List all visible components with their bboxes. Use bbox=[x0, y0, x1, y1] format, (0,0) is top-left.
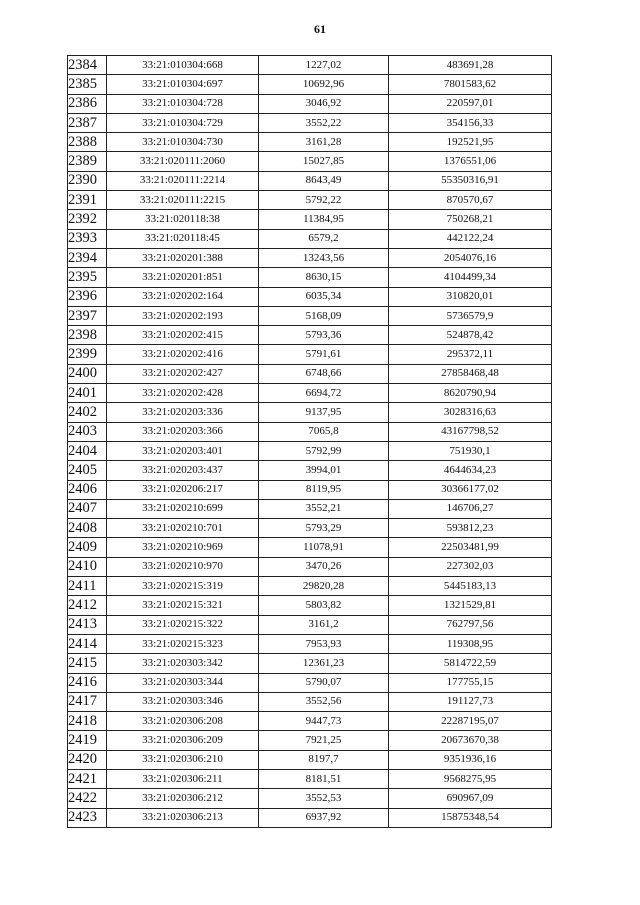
cadastral-number: 33:21:020202:427 bbox=[107, 364, 259, 383]
cadastral-number: 33:21:020306:212 bbox=[107, 789, 259, 808]
table-row bbox=[68, 596, 552, 615]
row-number: 2421 bbox=[68, 769, 107, 788]
cadastral-number: 33:21:020210:970 bbox=[107, 557, 259, 576]
cadastral-value: 227302,03 bbox=[389, 557, 552, 576]
area-value: 3161,28 bbox=[259, 133, 389, 152]
row-number: 2406 bbox=[68, 480, 107, 499]
table-row bbox=[68, 133, 552, 152]
row-number: 2395 bbox=[68, 268, 107, 287]
row-number: 2391 bbox=[68, 191, 107, 210]
row-number: 2401 bbox=[68, 384, 107, 403]
area-value: 8119,95 bbox=[259, 480, 389, 499]
table-row bbox=[68, 229, 552, 248]
row-number: 2411 bbox=[68, 577, 107, 596]
row-number: 2387 bbox=[68, 113, 107, 132]
cadastral-number: 33:21:020210:699 bbox=[107, 499, 259, 518]
cadastral-value: 593812,23 bbox=[389, 519, 552, 538]
area-value: 3552,56 bbox=[259, 692, 389, 711]
cadastral-number: 33:21:020202:415 bbox=[107, 326, 259, 345]
cadastral-value: 870570,67 bbox=[389, 191, 552, 210]
row-number: 2393 bbox=[68, 229, 107, 248]
cadastral-number: 33:21:020306:213 bbox=[107, 808, 259, 827]
table-row bbox=[68, 808, 552, 827]
cadastral-number: 33:21:020111:2060 bbox=[107, 152, 259, 171]
cadastral-value: 3028316,63 bbox=[389, 403, 552, 422]
row-number: 2423 bbox=[68, 808, 107, 827]
cadastral-number: 33:21:010304:729 bbox=[107, 113, 259, 132]
cadastral-number: 33:21:020215:321 bbox=[107, 596, 259, 615]
cadastral-number: 33:21:020215:319 bbox=[107, 577, 259, 596]
cadastral-number: 33:21:020306:209 bbox=[107, 731, 259, 750]
cadastral-value: 690967,09 bbox=[389, 789, 552, 808]
table-row bbox=[68, 557, 552, 576]
cadastral-value: 27858468,48 bbox=[389, 364, 552, 383]
table-row bbox=[68, 769, 552, 788]
table-row bbox=[68, 441, 552, 460]
table-row bbox=[68, 384, 552, 403]
cadastral-value: 7801583,62 bbox=[389, 75, 552, 94]
cadastral-number: 33:21:020303:344 bbox=[107, 673, 259, 692]
table-body bbox=[68, 56, 552, 828]
cadastral-value: 22503481,99 bbox=[389, 538, 552, 557]
area-value: 5791,61 bbox=[259, 345, 389, 364]
row-number: 2415 bbox=[68, 654, 107, 673]
row-number: 2403 bbox=[68, 422, 107, 441]
cadastral-value: 295372,11 bbox=[389, 345, 552, 364]
cadastral-number: 33:21:020111:2215 bbox=[107, 191, 259, 210]
cadastral-number: 33:21:020202:164 bbox=[107, 287, 259, 306]
table-row bbox=[68, 461, 552, 480]
cadastral-number: 33:21:020303:342 bbox=[107, 654, 259, 673]
cadastral-value: 177755,15 bbox=[389, 673, 552, 692]
table-row bbox=[68, 287, 552, 306]
row-number: 2412 bbox=[68, 596, 107, 615]
row-number: 2386 bbox=[68, 94, 107, 113]
row-number: 2404 bbox=[68, 441, 107, 460]
area-value: 12361,23 bbox=[259, 654, 389, 673]
row-number: 2396 bbox=[68, 287, 107, 306]
row-number: 2414 bbox=[68, 634, 107, 653]
area-value: 6694,72 bbox=[259, 384, 389, 403]
area-value: 3552,21 bbox=[259, 499, 389, 518]
area-value: 10692,96 bbox=[259, 75, 389, 94]
cadastral-value: 4644634,23 bbox=[389, 461, 552, 480]
page-number: 61 bbox=[314, 22, 326, 36]
area-value: 9447,73 bbox=[259, 712, 389, 731]
cadastral-value: 43167798,52 bbox=[389, 422, 552, 441]
area-value: 15027,85 bbox=[259, 152, 389, 171]
cadastral-number: 33:21:020306:210 bbox=[107, 750, 259, 769]
cadastral-number: 33:21:020202:416 bbox=[107, 345, 259, 364]
cadastral-value: 750268,21 bbox=[389, 210, 552, 229]
row-number: 2405 bbox=[68, 461, 107, 480]
cadastral-number: 33:21:020202:193 bbox=[107, 306, 259, 325]
area-value: 3046,92 bbox=[259, 94, 389, 113]
row-number: 2400 bbox=[68, 364, 107, 383]
cadastral-value: 9351936,16 bbox=[389, 750, 552, 769]
cadastral-number: 33:21:020201:388 bbox=[107, 248, 259, 267]
area-value: 5792,99 bbox=[259, 441, 389, 460]
cadastral-value: 192521,95 bbox=[389, 133, 552, 152]
table-row bbox=[68, 692, 552, 711]
row-number: 2408 bbox=[68, 519, 107, 538]
cadastral-value: 9568275,95 bbox=[389, 769, 552, 788]
row-number: 2417 bbox=[68, 692, 107, 711]
cadastral-number: 33:21:020306:211 bbox=[107, 769, 259, 788]
area-value: 3470,26 bbox=[259, 557, 389, 576]
area-value: 8630,15 bbox=[259, 268, 389, 287]
table-row bbox=[68, 654, 552, 673]
cadastral-number: 33:21:020203:437 bbox=[107, 461, 259, 480]
area-value: 5792,22 bbox=[259, 191, 389, 210]
table-row bbox=[68, 731, 552, 750]
row-number: 2399 bbox=[68, 345, 107, 364]
cadastral-number: 33:21:020210:701 bbox=[107, 519, 259, 538]
cadastral-number: 33:21:010304:697 bbox=[107, 75, 259, 94]
table-row bbox=[68, 268, 552, 287]
area-value: 11384,95 bbox=[259, 210, 389, 229]
table-row bbox=[68, 345, 552, 364]
cadastral-number: 33:21:020203:336 bbox=[107, 403, 259, 422]
cadastral-value: 22287195,07 bbox=[389, 712, 552, 731]
cadastral-number: 33:21:020202:428 bbox=[107, 384, 259, 403]
row-number: 2413 bbox=[68, 615, 107, 634]
cadastral-number: 33:21:020303:346 bbox=[107, 692, 259, 711]
table-row bbox=[68, 750, 552, 769]
table-row bbox=[68, 577, 552, 596]
table-row bbox=[68, 75, 552, 94]
cadastral-number: 33:21:010304:668 bbox=[107, 56, 259, 75]
cadastral-value: 191127,73 bbox=[389, 692, 552, 711]
table-row bbox=[68, 499, 552, 518]
table-row bbox=[68, 403, 552, 422]
cadastral-value: 119308,95 bbox=[389, 634, 552, 653]
row-number: 2409 bbox=[68, 538, 107, 557]
area-value: 5790,07 bbox=[259, 673, 389, 692]
registry-table bbox=[67, 55, 552, 828]
cadastral-number: 33:21:020201:851 bbox=[107, 268, 259, 287]
table-row bbox=[68, 94, 552, 113]
area-value: 8181,51 bbox=[259, 769, 389, 788]
row-number: 2394 bbox=[68, 248, 107, 267]
cadastral-value: 20673670,38 bbox=[389, 731, 552, 750]
area-value: 6035,34 bbox=[259, 287, 389, 306]
table-row bbox=[68, 673, 552, 692]
cadastral-value: 751930,1 bbox=[389, 441, 552, 460]
area-value: 8197,7 bbox=[259, 750, 389, 769]
cadastral-value: 5736579,9 bbox=[389, 306, 552, 325]
cadastral-value: 30366177,02 bbox=[389, 480, 552, 499]
table-row bbox=[68, 538, 552, 557]
area-value: 6579,2 bbox=[259, 229, 389, 248]
area-value: 3552,53 bbox=[259, 789, 389, 808]
area-value: 5168,09 bbox=[259, 306, 389, 325]
area-value: 29820,28 bbox=[259, 577, 389, 596]
area-value: 3161,2 bbox=[259, 615, 389, 634]
area-value: 3552,22 bbox=[259, 113, 389, 132]
row-number: 2384 bbox=[68, 56, 107, 75]
area-value: 11078,91 bbox=[259, 538, 389, 557]
row-number: 2402 bbox=[68, 403, 107, 422]
table-row bbox=[68, 248, 552, 267]
area-value: 6937,92 bbox=[259, 808, 389, 827]
area-value: 9137,95 bbox=[259, 403, 389, 422]
cadastral-number: 33:21:020306:208 bbox=[107, 712, 259, 731]
table-row bbox=[68, 306, 552, 325]
cadastral-number: 33:21:020111:2214 bbox=[107, 171, 259, 190]
cadastral-value: 2054076,16 bbox=[389, 248, 552, 267]
cadastral-value: 310820,01 bbox=[389, 287, 552, 306]
row-number: 2388 bbox=[68, 133, 107, 152]
cadastral-number: 33:21:010304:728 bbox=[107, 94, 259, 113]
area-value: 1227,02 bbox=[259, 56, 389, 75]
cadastral-value: 146706,27 bbox=[389, 499, 552, 518]
area-value: 5793,29 bbox=[259, 519, 389, 538]
area-value: 7065,8 bbox=[259, 422, 389, 441]
cadastral-value: 15875348,54 bbox=[389, 808, 552, 827]
row-number: 2398 bbox=[68, 326, 107, 345]
table-row bbox=[68, 364, 552, 383]
cadastral-value: 220597,01 bbox=[389, 94, 552, 113]
cadastral-value: 524878,42 bbox=[389, 326, 552, 345]
area-value: 7921,25 bbox=[259, 731, 389, 750]
cadastral-value: 8620790,94 bbox=[389, 384, 552, 403]
table-row bbox=[68, 519, 552, 538]
table-row bbox=[68, 712, 552, 731]
row-number: 2418 bbox=[68, 712, 107, 731]
cadastral-value: 762797,56 bbox=[389, 615, 552, 634]
row-number: 2416 bbox=[68, 673, 107, 692]
area-value: 13243,56 bbox=[259, 248, 389, 267]
cadastral-number: 33:21:020210:969 bbox=[107, 538, 259, 557]
cadastral-value: 483691,28 bbox=[389, 56, 552, 75]
area-value: 6748,66 bbox=[259, 364, 389, 383]
table-row bbox=[68, 152, 552, 171]
row-number: 2407 bbox=[68, 499, 107, 518]
table-row bbox=[68, 615, 552, 634]
cadastral-number: 33:21:020203:366 bbox=[107, 422, 259, 441]
table-row bbox=[68, 480, 552, 499]
row-number: 2392 bbox=[68, 210, 107, 229]
cadastral-value: 55350316,91 bbox=[389, 171, 552, 190]
table-row bbox=[68, 171, 552, 190]
cadastral-value: 1321529,81 bbox=[389, 596, 552, 615]
row-number: 2397 bbox=[68, 306, 107, 325]
area-value: 7953,93 bbox=[259, 634, 389, 653]
cadastral-number: 33:21:010304:730 bbox=[107, 133, 259, 152]
row-number: 2420 bbox=[68, 750, 107, 769]
row-number: 2410 bbox=[68, 557, 107, 576]
area-value: 8643,49 bbox=[259, 171, 389, 190]
cadastral-value: 4104499,34 bbox=[389, 268, 552, 287]
cadastral-value: 1376551,06 bbox=[389, 152, 552, 171]
area-value: 5803,82 bbox=[259, 596, 389, 615]
table-row bbox=[68, 422, 552, 441]
cadastral-number: 33:21:020118:45 bbox=[107, 229, 259, 248]
cadastral-value: 5445183,13 bbox=[389, 577, 552, 596]
table-row bbox=[68, 56, 552, 75]
area-value: 5793,36 bbox=[259, 326, 389, 345]
cadastral-number: 33:21:020215:323 bbox=[107, 634, 259, 653]
cadastral-number: 33:21:020118:38 bbox=[107, 210, 259, 229]
table-row bbox=[68, 113, 552, 132]
cadastral-number: 33:21:020203:401 bbox=[107, 441, 259, 460]
table-row bbox=[68, 191, 552, 210]
cadastral-value: 5814722,59 bbox=[389, 654, 552, 673]
row-number: 2385 bbox=[68, 75, 107, 94]
cadastral-value: 354156,33 bbox=[389, 113, 552, 132]
cadastral-number: 33:21:020215:322 bbox=[107, 615, 259, 634]
table-row bbox=[68, 789, 552, 808]
area-value: 3994,01 bbox=[259, 461, 389, 480]
table-row bbox=[68, 210, 552, 229]
cadastral-number: 33:21:020206:217 bbox=[107, 480, 259, 499]
table-row bbox=[68, 634, 552, 653]
row-number: 2390 bbox=[68, 171, 107, 190]
row-number: 2419 bbox=[68, 731, 107, 750]
table-row bbox=[68, 326, 552, 345]
row-number: 2422 bbox=[68, 789, 107, 808]
cadastral-value: 442122,24 bbox=[389, 229, 552, 248]
row-number: 2389 bbox=[68, 152, 107, 171]
